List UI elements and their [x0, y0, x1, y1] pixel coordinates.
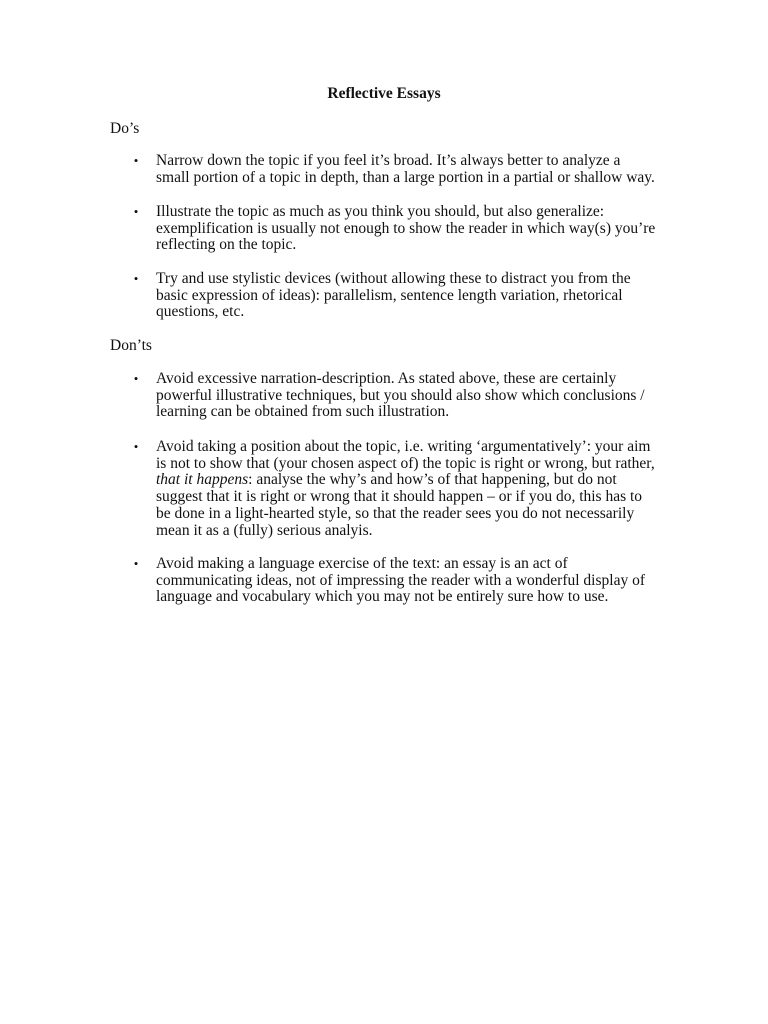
bullet-icon: •: [133, 204, 139, 219]
dos-heading: Do’s: [110, 120, 140, 137]
text-line: powerful illustrative techniques, but you should also show which conclusions /: [156, 386, 645, 404]
text-line: mean it as a (fully) serious analyis.: [156, 521, 373, 539]
bullet-icon: •: [133, 153, 139, 168]
dos-list-item: [133, 152, 668, 186]
donts-list-item: [133, 370, 668, 421]
list-item-text: [156, 204, 668, 254]
list-item-text: [156, 556, 668, 606]
text-line: reflecting on the topic.: [156, 236, 297, 254]
list-item-text: [156, 371, 668, 421]
donts-heading: Don’ts: [110, 337, 152, 354]
text-line: [156, 472, 668, 489]
text-line: language and vocabulary which you may not be entirely sure how to use.: [156, 588, 609, 606]
text-line: Narrow down the topic if you feel it’s broad. It’s always better to analyze a: [156, 152, 621, 169]
bullet-icon: •: [133, 371, 139, 386]
text-line: communicating ideas, not of impressing the reader with a wonderful display of: [156, 571, 645, 589]
text-line: small portion of a topic in depth, than a large portion in a partial or shallow way.: [156, 168, 655, 186]
text-line: Illustrate the topic as much as you think you should, but also generalize:: [156, 203, 605, 220]
donts-list-item: [133, 555, 668, 606]
donts-list-item: [133, 438, 668, 539]
text-line: basic expression of ideas): parallelism, sentence length variation, rhetorical: [156, 286, 623, 304]
list-item-text: [156, 439, 668, 539]
text-line: Avoid taking a position about the topic, i.e. writing ‘argumentatively’: your aim: [156, 438, 651, 455]
bullet-icon: •: [133, 556, 139, 571]
italic-emphasis: that it happens: [156, 471, 249, 489]
text-line: be done in a light-hearted style, so that the reader sees you do not necessarily: [156, 504, 635, 522]
bullet-icon: •: [133, 271, 139, 286]
text-line: Avoid excessive narration-description. As stated above, these are certainly: [156, 370, 617, 387]
text-line: exemplification is usually not enough to show the reader in which way(s) you’re: [156, 219, 656, 237]
document-title: Reflective Essays: [327, 85, 441, 102]
text-fragment: : analyse the why’s and how’s of that happening, but do not: [248, 471, 617, 489]
list-item-text: [156, 153, 668, 186]
text-line: learning can be obtained from such illustration.: [156, 403, 450, 421]
text-line: is not to show that (your chosen aspect of) the topic is right or wrong, but rather,: [156, 454, 655, 472]
text-line: Avoid making a language exercise of the text: an essay is an act of: [156, 555, 568, 572]
dos-list-item: [133, 270, 668, 321]
list-item-text: [156, 271, 668, 321]
text-line: suggest that it is right or wrong that it should happen – or if you do, this has to: [156, 488, 643, 506]
text-line: questions, etc.: [156, 303, 245, 321]
bullet-icon: •: [133, 439, 139, 454]
dos-list-item: [133, 203, 668, 254]
text-line: Try and use stylistic devices (without allowing these to distract you from the: [156, 270, 631, 287]
